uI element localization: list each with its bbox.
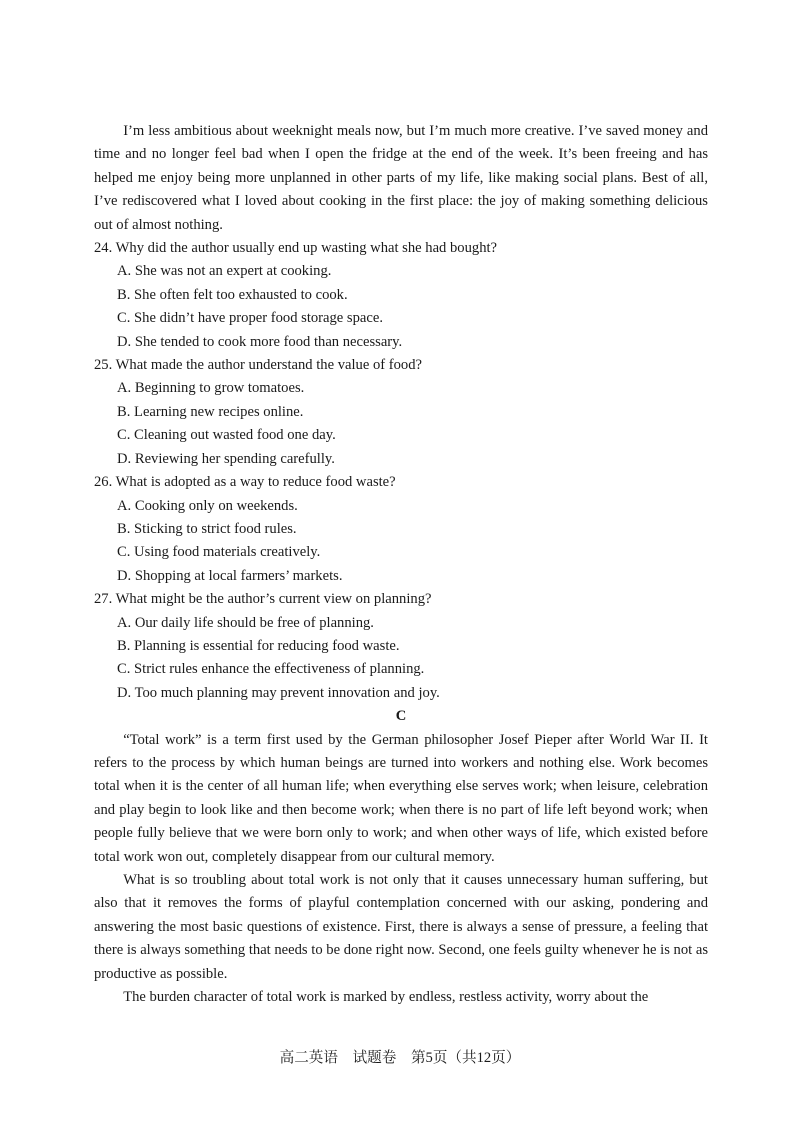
section-c-paragraph-1: “Total work” is a term first used by the German philosopher Josef Pieper after World War II. It refers to the process by which human beings are turned into workers and nothing else. Work becomes total when it is the center of all human life; when everything else serves work; when leisure, celebration and play begin to look like and then become work; when there is no part of life left beyond work; when people fully believe that we were born only to work; and when other ways of life, which existed before total work won out, completely disappear from our cultural memory. [94,731,708,865]
question-25 [94,354,708,471]
option-c: C. She didn’t have proper food storage space. [117,310,383,327]
page-content [94,120,708,1009]
question-26 [94,471,708,588]
section-c-heading: C [395,708,407,725]
option-c: C. Using food materials creatively. [117,544,321,561]
option-b: B. Sticking to strict food rules. [117,520,297,537]
option-d: D. Too much planning may prevent innovation and joy. [117,684,440,701]
option-d: D. Reviewing her spending carefully. [117,450,335,467]
option-c: C. Cleaning out wasted food one day. [117,427,336,444]
section-c-paragraph-2: What is so troubling about total work is not only that it causes unnecessary human suffering, but also that it removes the forms of playful contemplation concerned with our asking, pondering and answering the most basic questions of existence. First, there is always a sense of pressure, a feeling that there is always something that needs to be done right now. Second, one feels guilty whenever he is not as productive as possible. [94,872,708,982]
option-b: B. Learning new recipes online. [117,403,304,420]
option-b: B. Planning is essential for reducing food waste. [117,637,400,654]
option-d: D. She tended to cook more food than necessary. [117,333,403,350]
passage-b-ending-paragraph: I’m less ambitious about weeknight meals now, but I’m much more creative. I’ve saved money and time and no longer feel bad when I open the fridge at the end of the week. It’s been freeing and has helped me enjoy being more unplanned in other parts of my life, like making social plans. Best of all, I’ve rediscovered what I loved about cooking in the first place: the joy of making something delicious out of almost nothing. [94,123,708,233]
question-stem: 27. What might be the author’s current view on planning? [94,591,432,608]
question-stem: 25. What made the author understand the value of food? [94,357,422,374]
question-stem: 24. Why did the author usually end up wasting what she had bought? [94,240,498,257]
option-a: A. Beginning to grow tomatoes. [117,380,305,397]
option-c: C. Strict rules enhance the effectiveness of planning. [117,661,425,678]
question-stem: 26. What is adopted as a way to reduce food waste? [94,474,396,491]
question-27 [94,588,708,705]
option-a: A. Our daily life should be free of planning. [117,614,374,631]
option-d: D. Shopping at local farmers’ markets. [117,567,343,584]
option-a: A. Cooking only on weekends. [117,497,298,514]
option-a: A. She was not an expert at cooking. [117,263,332,280]
page-footer: 高二英语 试题卷 第5页（共12页） [279,1050,521,1066]
section-c-paragraph-3: The burden character of total work is marked by endless, restless activity, worry about the [123,989,649,1006]
option-b: B. She often felt too exhausted to cook. [117,286,348,303]
question-24 [94,237,708,354]
